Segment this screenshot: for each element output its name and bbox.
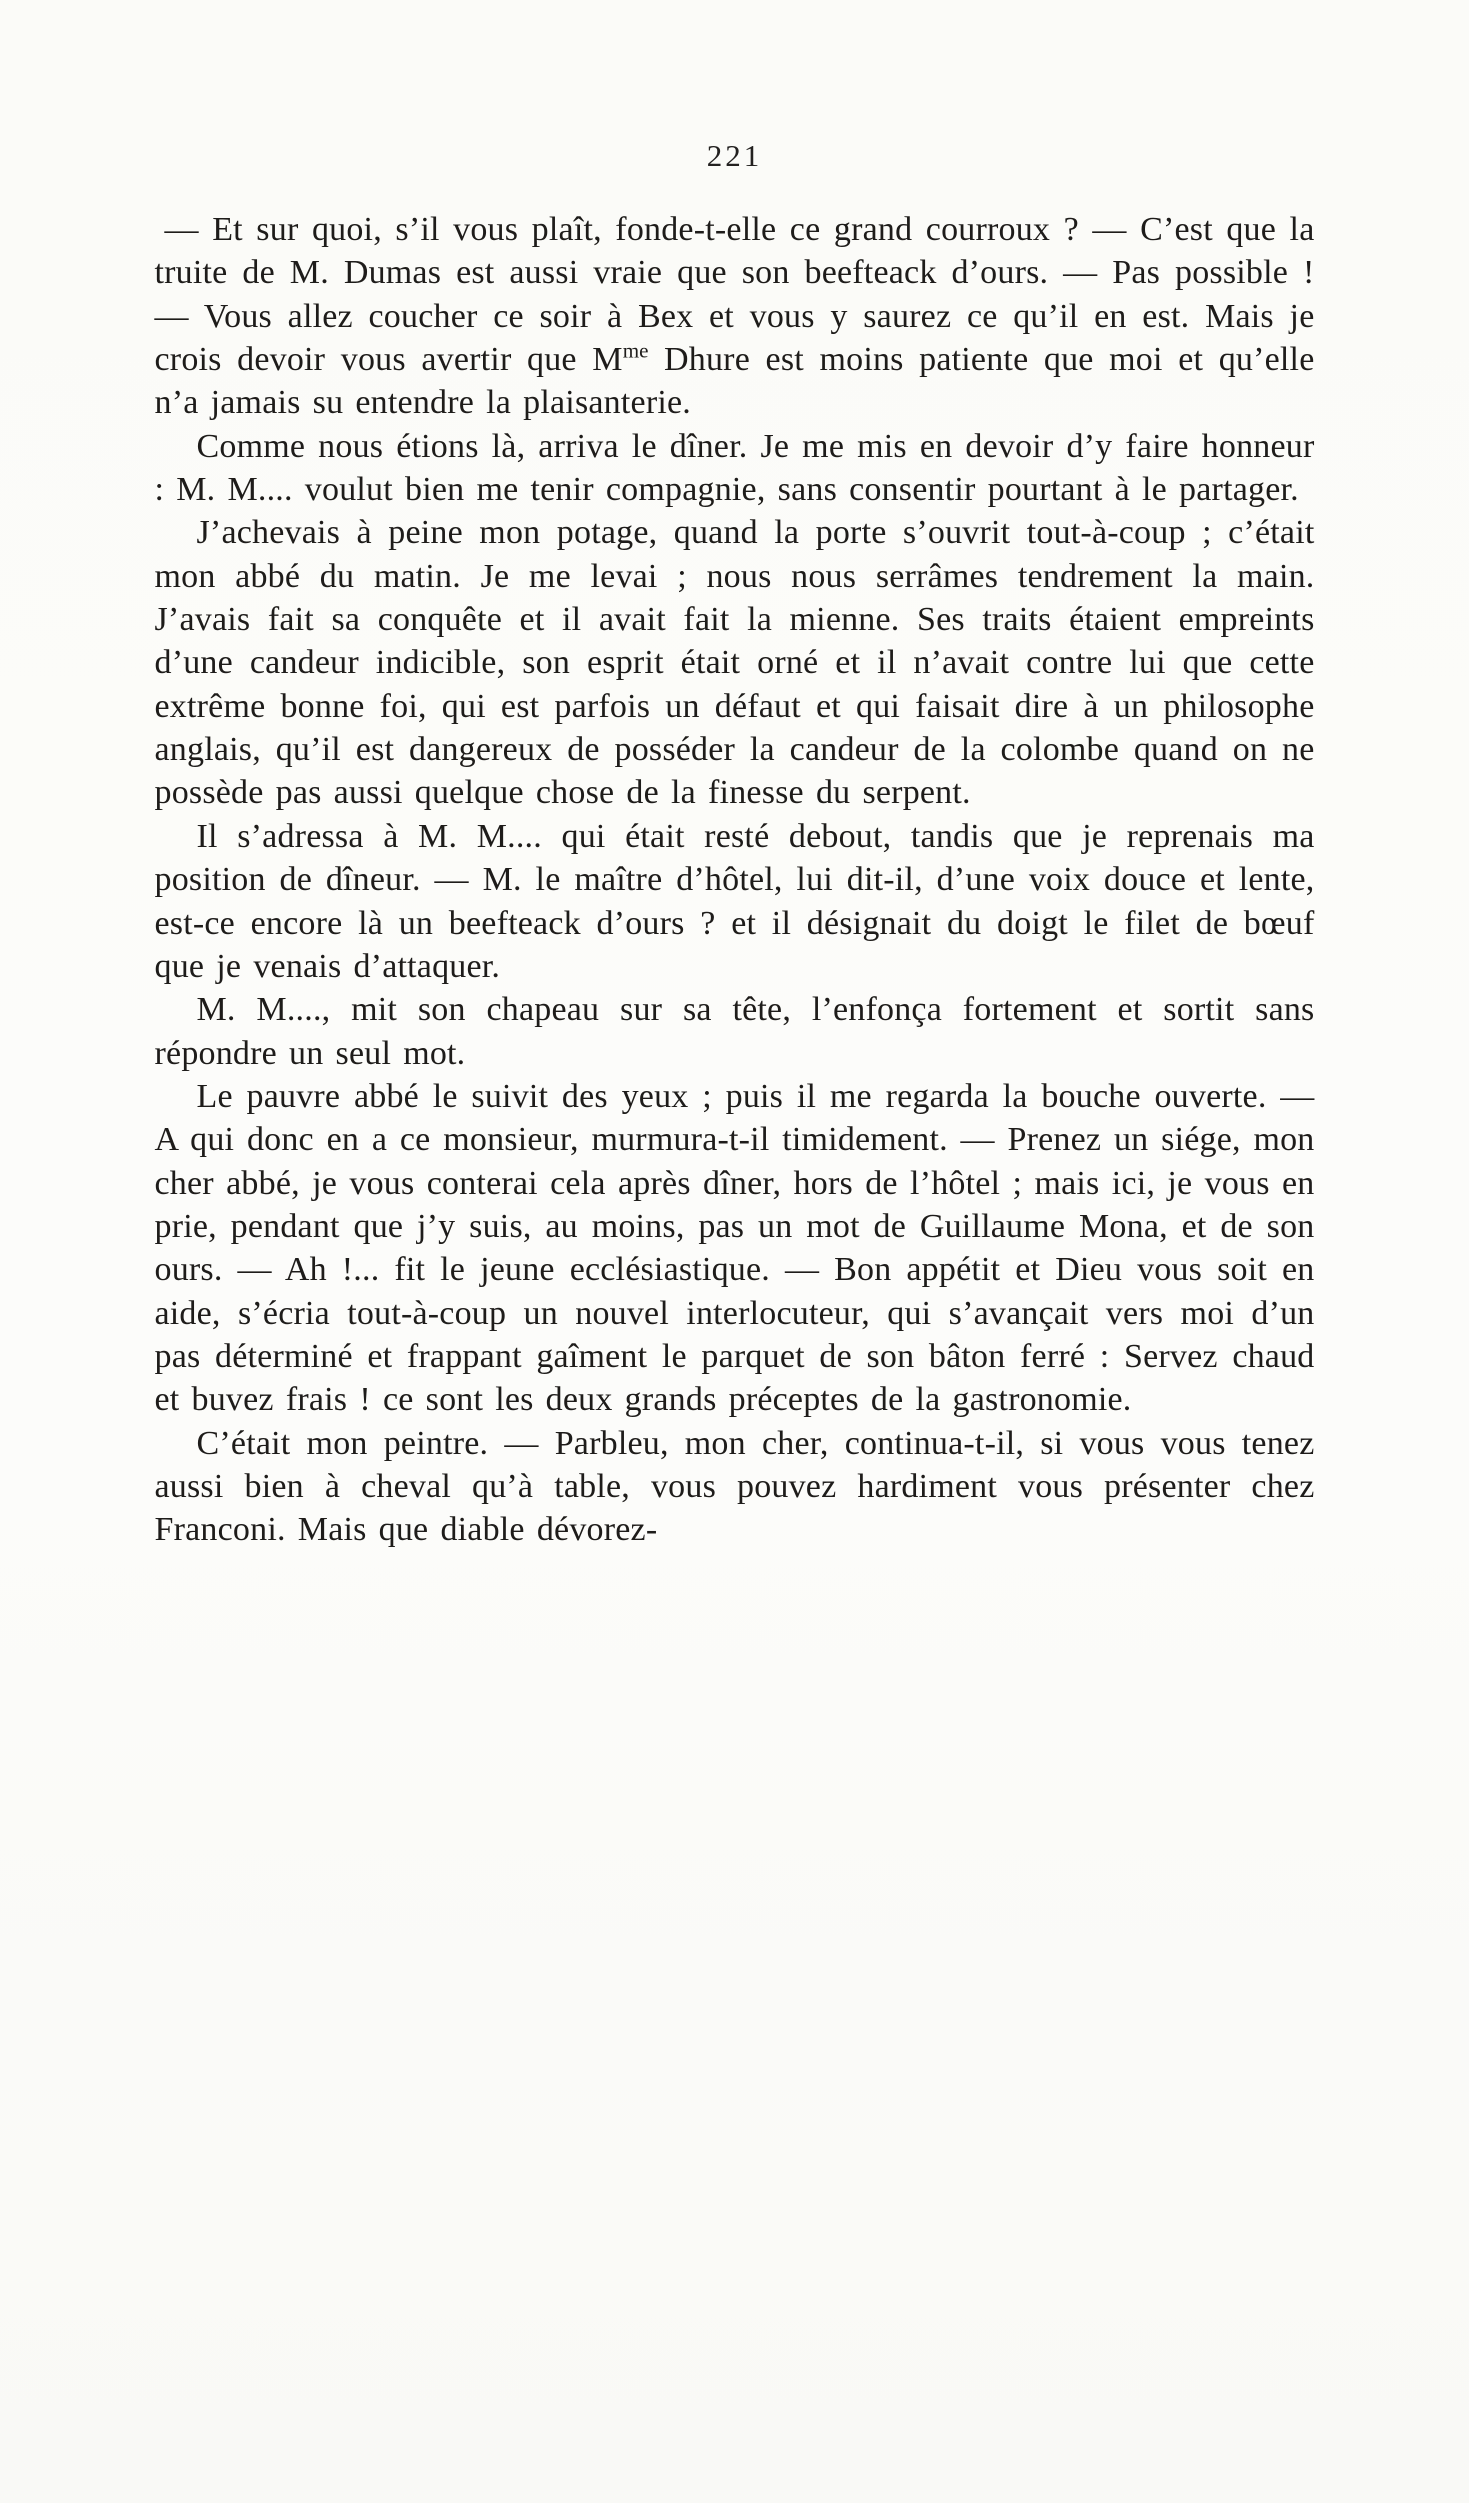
paragraph: M. M...., mit son chapeau sur sa tête, l’enfonça fortement et sortit sans répondre un seul mot.: [154, 991, 1315, 1072]
paragraph: J’achevais à peine mon potage, quand la porte s’ouvrit tout-à-coup ; c’était mon abbé du matin. Je me levai ; nous nous serrâmes tendrement la main. J’avais fait sa conquête et il avait fait la mienne. Ses traits étaient empreints d’une candeur indicible, son esprit était orné et il n’avait contre lui que cette extrême bonne foi, qui est parfois un défaut et qui faisait dire à un philosophe anglais, qu’il est dangereux de posséder la candeur de la colombe quand on ne possède pas aussi quelque chose de la finesse du serpent.: [154, 514, 1315, 812]
page-number: 221: [706, 138, 763, 173]
paragraph: Comme nous étions là, arriva le dîner. Je me mis en devoir d’y faire honneur : M. M.... voulut bien me tenir compagnie, sans consentir pourtant à le partager.: [154, 427, 1315, 509]
paragraph: [155, 208, 1315, 425]
paragraph: C’était mon peintre. — Parbleu, mon cher, continua-t-il, si vous vous tenez aussi bien à cheval qu’à table, vous pouvez hardiment vous présenter chez Franconi. Mais que diable dévorez-: [154, 1424, 1315, 1549]
paragraph-text: — Et sur quoi, s’il vous plaît, fonde-t-elle ce grand courroux ? — C’est que la truite de M. Dumas est aussi vraie que son beefteack d’ours. — Pas possible ! — Vous allez coucher ce soir à Bex et vous y saurez ce qu’il en est. Mais je crois devoir vous avertir que M: [154, 211, 1315, 379]
paragraph: Le pauvre abbé le suivit des yeux ; puis il me regarda la bouche ouverte. — A qui donc en a ce monsieur, murmura-t-il timidement. — Prenez un siége, mon cher abbé, je vous conterai cela après dîner, hors de l’hôtel ; mais ici, je vous en prie, pendant que j’y suis, au moins, pas un mot de Guillaume Mona, et de son ours. — Ah !... fit le jeune ecclésiastique. — Bon appétit et Dieu vous soit en aide, s’écria tout-à-coup un nouvel interlocuteur, qui s’avançait vers moi d’un pas déterminé et frappant gaîment le parquet de son bâton ferré : Servez chaud et buvez frais ! ce sont les deux grands préceptes de la gastronomie.: [154, 1077, 1315, 1419]
paragraph-text: Dhure est moins patiente que moi et qu’elle n’a jamais su entendre la plaisanterie.: [154, 341, 1315, 422]
paragraph: Il s’adressa à M. M.... qui était resté debout, tandis que je reprenais ma position de dîneur. — M. le maître d’hôtel, lui dit-il, d’une voix douce et lente, est-ce encore là un beefteack d’ours ? et il désignait du doigt le filet de bœuf que je venais d’attaquer.: [154, 817, 1315, 985]
text-block: [155, 208, 1315, 1552]
superscript-abbreviation: me: [622, 338, 649, 363]
